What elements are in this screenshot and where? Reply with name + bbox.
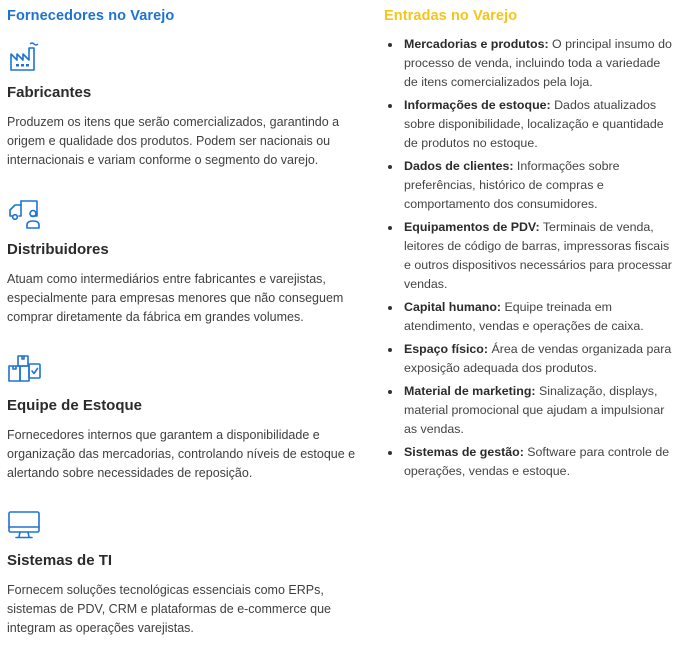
delivery-truck-person-icon: [7, 197, 41, 231]
item-term: Sistemas de gestão:: [404, 445, 524, 459]
monitor-icon: [7, 508, 41, 542]
item-text: Área de vendas organizada para exposição adequada dos produtos.: [404, 342, 672, 375]
list-item: [384, 443, 674, 481]
supplier-description: Fornecedores internos que garantem a disponibilidade e organização das mercadorias, controlando níveis de estoque e alertando sobre necessidades de reposição.: [7, 428, 356, 480]
bullet-icon: [388, 43, 392, 47]
supplier-description: Produzem os itens que serão comercializados, garantindo a origem e qualidade dos produtos. Podem ser nacionais ou internacionais e variam conforme o segmento do varejo.: [7, 115, 340, 167]
item-text: Equipe treinada em atendimento, vendas e operações de caixa.: [404, 300, 644, 333]
supplier-stock-team: [7, 353, 362, 483]
bullet-icon: [388, 390, 392, 394]
list-item: [384, 218, 674, 294]
item-term: Informações de estoque:: [404, 98, 551, 112]
item-term: Equipamentos de PDV:: [404, 220, 540, 234]
boxes-check-icon: [7, 353, 41, 387]
bullet-icon: [388, 451, 392, 455]
list-item: [384, 340, 674, 378]
inputs-heading: Entradas no Varejo: [384, 8, 518, 24]
supplier-description: Fornecem soluções tecnológicas essenciais como ERPs, sistemas de PDV, CRM e plataformas de e-commerce que integram as operações varejistas.: [7, 583, 331, 635]
bullet-icon: [388, 226, 392, 230]
supplier-title: Equipe de Estoque: [7, 397, 143, 414]
supplier-distributors: [7, 197, 362, 327]
list-item: [384, 35, 674, 92]
item-text: Informações sobre preferências, histórico de compras e comportamento dos consumidores.: [404, 159, 620, 211]
item-text: Sinalização, displays, material promocional que ajudam a impulsionar as vendas.: [404, 384, 665, 436]
item-text: O principal insumo do processo de venda, incluindo toda a variedade de itens comercializados pela loja.: [404, 37, 672, 89]
item-term: Capital humano:: [404, 300, 502, 314]
bullet-icon: [388, 104, 392, 108]
item-term: Mercadorias e produtos:: [404, 37, 549, 51]
list-item: [384, 157, 674, 214]
item-text: Terminais de venda, leitores de código de barras, impressoras fiscais e outros dispositivos necessários para processar vendas.: [404, 220, 672, 291]
suppliers-column: [7, 6, 362, 635]
item-text: Software para controle de operações, vendas e estoque.: [404, 445, 670, 478]
supplier-title: Fabricantes: [7, 84, 92, 101]
list-item: [384, 382, 674, 439]
item-text: Dados atualizados sobre disponibilidade, localização e quantidade de produtos no estoque.: [404, 98, 664, 150]
list-item: [384, 298, 674, 336]
bullet-icon: [388, 348, 392, 352]
supplier-title: Distribuidores: [7, 241, 109, 258]
inputs-list: [384, 35, 674, 485]
supplier-it-systems: [7, 508, 362, 638]
supplier-title: Sistemas de TI: [7, 552, 113, 569]
supplier-manufacturers: [7, 40, 362, 170]
factory-icon: [7, 40, 41, 74]
list-item: [384, 96, 674, 153]
suppliers-heading: Fornecedores no Varejo: [7, 8, 175, 24]
item-term: Material de marketing:: [404, 384, 536, 398]
bullet-icon: [388, 165, 392, 169]
item-term: Dados de clientes:: [404, 159, 514, 173]
item-term: Espaço físico:: [404, 342, 489, 356]
bullet-icon: [388, 306, 392, 310]
supplier-description: Atuam como intermediários entre fabricantes e varejistas, especialmente para empresas menores que não conseguem comprar diretamente da fábrica em grandes volumes.: [7, 272, 344, 324]
inputs-column: [384, 6, 674, 478]
